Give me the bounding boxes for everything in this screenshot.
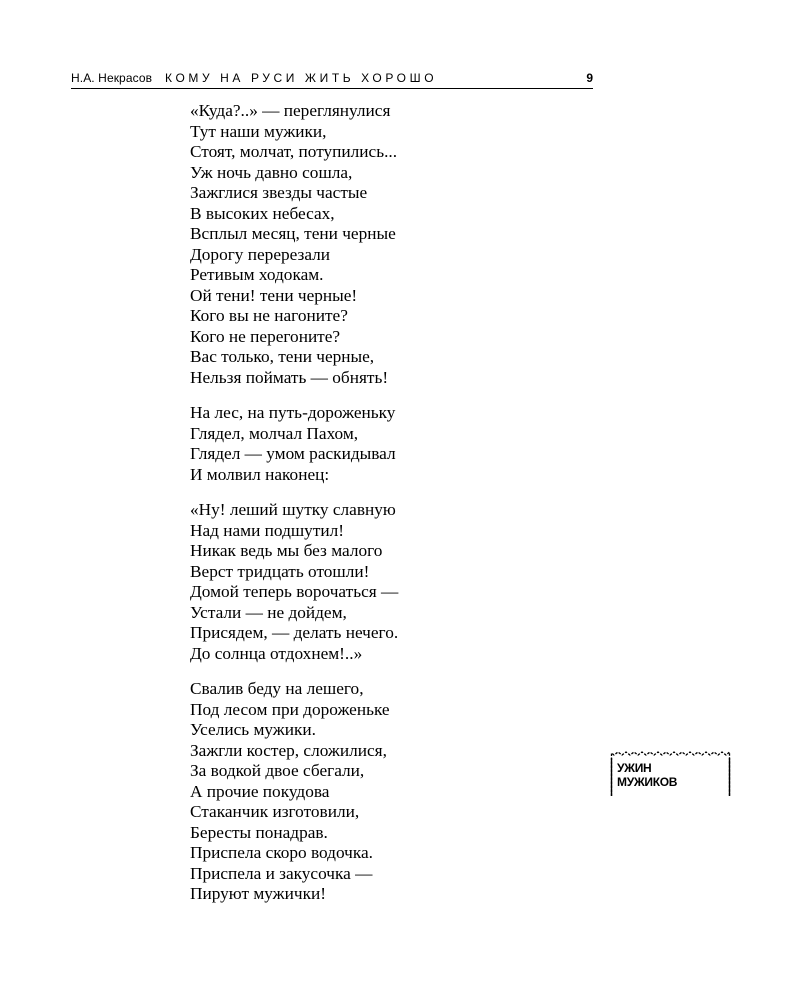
verse-line: Приспела и закусочка — (190, 863, 373, 883)
verse-line: Вас только, тени черные, (190, 347, 375, 366)
verse-line: Зажгли костер, сложилися, (190, 740, 387, 760)
verse-line: За водкой двое сбегали, (190, 761, 365, 780)
verse-line: Уселись мужики. (190, 720, 316, 739)
verse-line: В высоких небесах, (190, 203, 335, 223)
verse-line: Приспела скоро водочка. (190, 843, 373, 862)
verse-line: На лес, на путь-дороженьку (190, 403, 396, 422)
verse-line: Нельзя поймать — обнять! (190, 367, 389, 387)
verse-line: Свалив беду на лешего, (190, 679, 364, 698)
verse-line: Стоят, молчат, потупились... (190, 142, 398, 161)
verse-line: Стаканчик изготовили, (190, 802, 360, 821)
verse-line: Никак ведь мы без малого (190, 541, 383, 560)
verse-line: Всплыл месяц, тени черные (190, 224, 396, 243)
verse-line: Уж ночь давно сошла, (190, 162, 353, 182)
stanza (190, 500, 590, 664)
stanza (190, 403, 590, 485)
verse-line: Ретивым ходокам. (190, 265, 324, 284)
verse-line: Тут наши мужики, (190, 121, 327, 141)
verse-line: Дорогу перерезали (190, 244, 331, 264)
verse-line: Присядем, — делать нечего. (190, 623, 399, 642)
verse-line: Кого вы не нагоните? (190, 306, 348, 325)
verse-line: «Куда?..» — переглянулися (190, 101, 391, 120)
header-book-title: КОМУ НА РУСИ ЖИТЬ ХОРОШО (165, 71, 438, 85)
verse-line: Зажглися звезды частые (190, 183, 368, 202)
verse-line: Кого не перегоните? (190, 326, 341, 346)
verse-line: Глядел, молчал Пахом, (190, 423, 359, 443)
verse-line: Над нами подшутил! (190, 520, 344, 540)
running-header (71, 71, 593, 89)
verse-line: И молвил наконец: (190, 464, 330, 484)
page-number: 9 (586, 71, 593, 85)
poem-text (190, 101, 590, 920)
verse-line: До солнца отдохнем!..» (190, 643, 363, 663)
stanza (190, 101, 590, 388)
verse-line: А прочие покудова (190, 781, 330, 801)
verse-line: «Ну! леший шутку славную (190, 500, 396, 519)
margin-note-line: МУЖИКОВ (617, 775, 678, 789)
verse-line: Ой тени! тени черные! (190, 285, 358, 305)
header-author: Н.А. Некрасов (71, 71, 153, 85)
margin-note (610, 750, 730, 796)
verse-line: Бересты понадрав. (190, 822, 328, 842)
verse-line: Домой теперь ворочаться — (190, 582, 399, 601)
verse-line: Под лесом при дороженьке (190, 699, 390, 719)
verse-line: Пируют мужички! (190, 884, 326, 903)
verse-line: Верст тридцать отошли! (190, 561, 370, 581)
verse-line: Устали — не дойдем, (190, 602, 347, 622)
stanza (190, 679, 590, 905)
verse-line: Глядел — умом раскидывал (190, 444, 396, 463)
margin-note-line: УЖИН (617, 761, 652, 775)
